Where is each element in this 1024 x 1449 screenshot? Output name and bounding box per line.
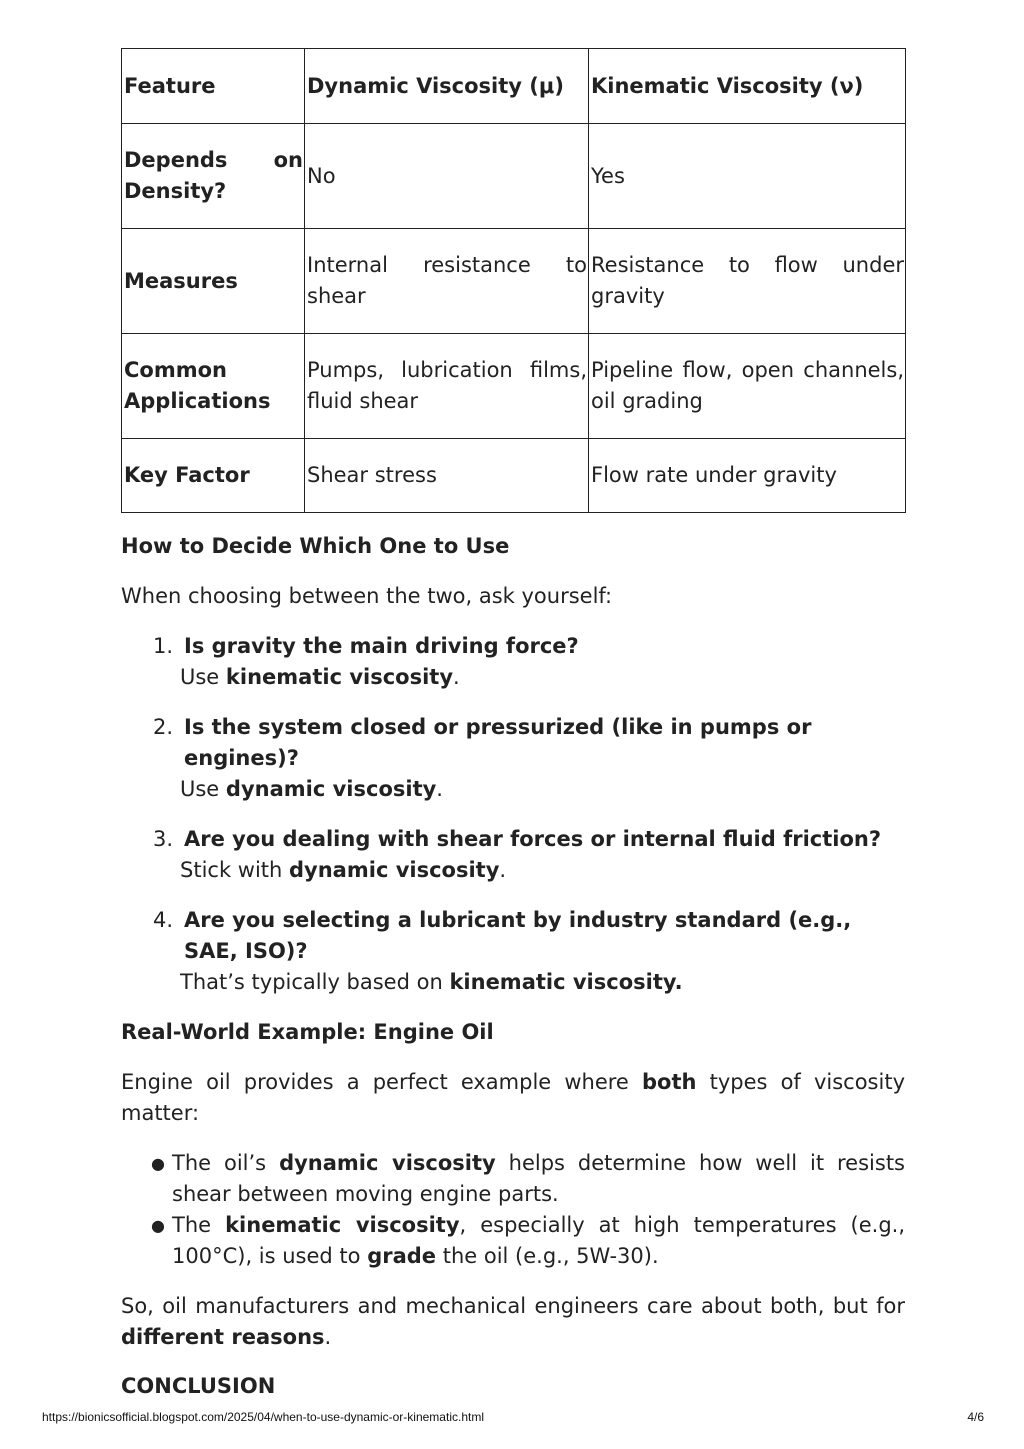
decide-intro: When choosing between the two, ask yourself: [121, 584, 613, 608]
section-heading-decide: How to Decide Which One to Use [121, 534, 510, 558]
step-question: Are you selecting a lubricant by industry standard (e.g., SAE, ISO)? [184, 908, 852, 963]
article-body [121, 48, 905, 1402]
table-row [122, 124, 906, 229]
list-item [121, 905, 905, 998]
table-row-label: Depends on Density? [122, 124, 305, 229]
step-question: Is gravity the main driving force? [184, 634, 579, 658]
table-row [122, 229, 906, 334]
table-cell: No [305, 124, 589, 229]
step-number: 1. [153, 634, 174, 658]
table-row-label: Key Factor [122, 439, 305, 513]
section-heading-example: Real-World Example: Engine Oil [121, 1020, 494, 1044]
table-row [122, 439, 906, 513]
step-answer: Stick with dynamic viscosity. [180, 858, 507, 882]
table-cell: Internal resistance to shear [305, 229, 589, 334]
bullet-dot-icon: ● [151, 1216, 165, 1235]
step-answer: Use dynamic viscosity. [180, 777, 443, 801]
list-item [121, 631, 905, 693]
bullet-dot-icon: ● [151, 1154, 165, 1173]
table-cell: Pipeline flow, open channels, oil grading [589, 334, 906, 439]
page-url: https://bionicsofficial.blogspot.com/2025/04/when-to-use-dynamic-or-kinematic.html [42, 1410, 484, 1424]
table-cell: Pumps, lubrication films, fluid shear [305, 334, 589, 439]
step-number: 3. [153, 827, 174, 851]
list-item: ● The kinematic viscosity, especially at high temperatures (e.g., 100°C), is used to grade the oil (e.g., 5W-30). [121, 1210, 905, 1272]
step-number: 2. [153, 715, 174, 739]
table-row-label: Measures [122, 229, 305, 334]
step-number: 4. [153, 908, 174, 932]
table-header-row [122, 49, 906, 124]
page-number: 4/6 [967, 1410, 984, 1424]
table-cell: Resistance to flow under gravity [589, 229, 906, 334]
engine-oil-bullets [121, 1148, 905, 1272]
step-question: Is the system closed or pressurized (like in pumps or engines)? [184, 715, 812, 770]
table-cell: Flow rate under gravity [589, 439, 906, 513]
table-row [122, 334, 906, 439]
list-item: ● The oil’s dynamic viscosity helps determine how well it resists shear between moving engine parts. [121, 1148, 905, 1210]
table-cell: Shear stress [305, 439, 589, 513]
table-row-label: Common Applications [122, 334, 305, 439]
list-item [121, 824, 905, 886]
decision-steps-list [121, 631, 905, 998]
step-answer: Use kinematic viscosity. [180, 665, 460, 689]
viscosity-comparison-table [121, 48, 906, 513]
table-header-cell: Dynamic Viscosity (μ) [305, 49, 589, 124]
example-intro: Engine oil provides a perfect example where both types of viscosity matter: [121, 1070, 905, 1125]
step-question: Are you dealing with shear forces or internal fluid friction? [184, 827, 882, 851]
table-header-cell: Kinematic Viscosity (ν) [589, 49, 906, 124]
table-header-cell: Feature [122, 49, 305, 124]
example-closing: So, oil manufacturers and mechanical engineers care about both, but for different reasons. [121, 1294, 905, 1349]
table-cell: Yes [589, 124, 906, 229]
step-answer: That’s typically based on kinematic viscosity. [180, 970, 683, 994]
list-item [121, 712, 905, 805]
section-heading-conclusion: CONCLUSION [121, 1374, 276, 1398]
